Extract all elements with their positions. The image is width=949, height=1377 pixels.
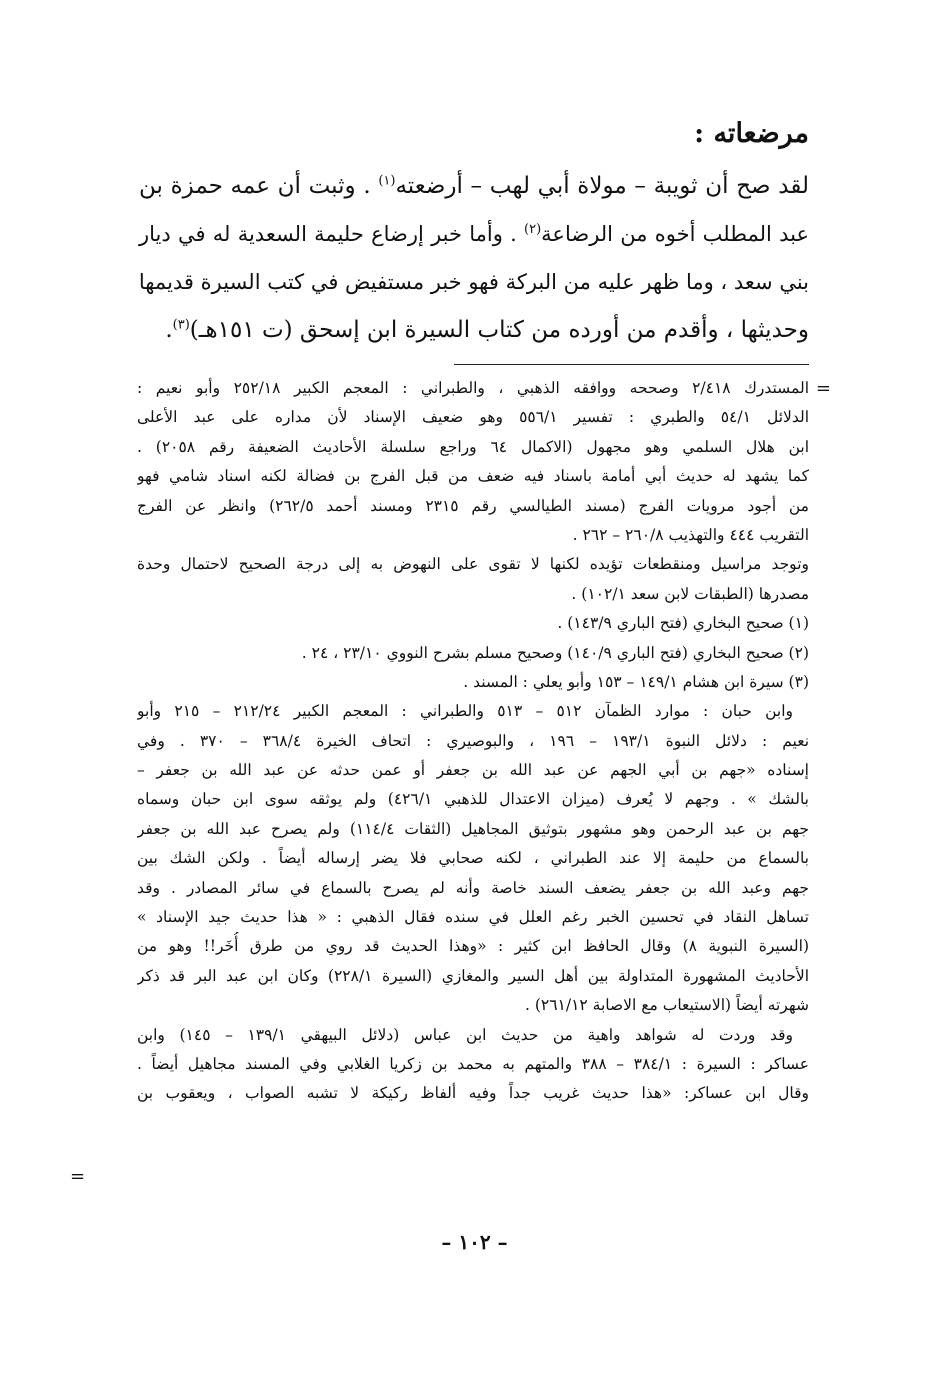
footnotes — [137, 374, 809, 1109]
footnote-ref-1: (١) — [378, 173, 396, 189]
main-line-2: عبد المطلب أخوه من الرضاعة$^{(٢)}$ . وأما خبر إرضاع حليمة السعدية له في ديار — [139, 222, 809, 246]
main-line-3: بني سعد ، وما ظهر عليه من البركة فهو خبر مستفيض في كتب السيرة قديمها — [138, 270, 809, 294]
section-heading: مرضعاته : — [694, 118, 809, 149]
continuation-mark-end: = — [70, 1166, 86, 1187]
footnote-line: إسناده «جهم بن أبي الجهم عن عبد الله بن جعفر أو عمن حدثه عن عبد الله بن جعفر – — [137, 761, 809, 780]
footnote-line: من أجود مرويات الفرج (مسند الطيالسي رقم ٢٣١٥ ومسند أحمد ٢٦٢/٥) وانظر عن الفرج — [137, 496, 809, 515]
footnote-line: وقال ابن عساكر: «هذا حديث غريب جداً وفيه ألفاظ ركيكة لا تشبه الصواب ، ويعقوب بن — [137, 1084, 809, 1103]
footnote-separator — [454, 364, 809, 365]
footnote-line: شهرته أيضاً (الاستيعاب مع الاصابة ٢٦١/١٢) . — [524, 996, 809, 1015]
footnote-ref-3: (٣) — [172, 317, 190, 333]
footnote-line: الأحاديث المشهورة المتداولة بين أهل السير والمغازي (السيرة ٢٢٨/١) وكان ابن عبد البر قد ذكر — [137, 966, 809, 985]
footnote-line: نعيم : دلائل النبوة ١٩٣/١ – ١٩٦ ، والبوصيري : اتحاف الخيرة ٣٦٨/٤ – ٣٧٠ . وفي — [137, 731, 809, 750]
footnote-2: (٢) صحيح البخاري (فتح الباري ١٤٠/٩) وصحيح مسلم بشرح النووي ٢٣/١٠ ، ٢٤ . — [301, 643, 809, 662]
main-text — [139, 162, 809, 354]
continuation-mark: = — [815, 378, 831, 399]
main-line-1: لقد صح أن ثويبة – مولاة أبي لهب – أرضعته$^{(١)}$ . وثبت أن عمه حمزة بن — [139, 173, 809, 199]
footnote-line: التقريب ٤٤٤ والتهذيب ٢٦٠/٨ – ٢٦٢ . — [572, 525, 809, 544]
footnote-line: عساكر : السيرة : ٣٨٤/١ – ٣٨٨ والمتهم به محمد بن زكريا الغلابي وفي المسند مجاهيل أيضاً . — [137, 1054, 809, 1073]
footnote-line: بالسماع من حليمة إلا عند الطبراني ، لكنه صحابي فلا يضر إرساله أيضاً . ولكن الشك بين — [137, 849, 809, 868]
main-line-4: وحديثها ، وأقدم من أورده من كتاب السيرة ابن إسحق (ت ١٥١هـ)$^{(٣)}$. — [165, 317, 809, 343]
footnote-line: كما يشهد له حديث أبي أمامة باسناد فيه ضعف من قبل الفرج بن فضالة لكنه اسناد شامي فهو — [137, 467, 809, 486]
footnote-line: جهم بن عبد الرحمن وهو مشهور بتوثيق المجاهيل (الثقات ١١٤/٤) ولم يصرح عبد الله بن جعفر — [137, 819, 809, 838]
footnote-line: بالشك » . وجهم لا يُعرف (ميزان الاعتدال للذهبي ٤٢٦/١) ولم يوثقه سوى ابن حبان وسماه — [137, 790, 809, 809]
footnote-line: الدلائل ٥٤/١ والطبري : تفسير ٥٥٦/١ وهو ضعيف الإسناد لأن مداره على عبد الأعلى — [137, 408, 809, 427]
footnote-ref-2: (٢) — [524, 222, 542, 237]
footnote-line: (السيرة النبوية ٨) وقال الحافظ ابن كثير : «وهذا الحديث قد روي من طرق أُخَر!! وهو من — [137, 937, 809, 956]
footnote-line: وابن حبان : موارد الظمآن ٥١٢ – ٥١٣ والطبراني : المعجم الكبير ٢١٢/٢٤ – ٢١٥ وأبو — [137, 702, 793, 721]
footnote-3: (٣) سيرة ابن هشام ١٤٩/١ – ١٥٣ وأبو يعلي : المسند . — [463, 672, 809, 691]
footnote-line: وقد وردت له شواهد واهية من حديث ابن عباس (دلائل البيهقي ١٣٩/١ – ١٤٥) وابن — [137, 1025, 793, 1044]
footnote-line: ابن هلال السلمي وهو مجهول (الاكمال ٦٤ وراجع سلسلة الأحاديث الضعيفة رقم ٢٠٥٨) . — [137, 437, 809, 456]
footnote-line: مصدرها (الطبقات لابن سعد ١٠٢/١) . — [571, 584, 809, 603]
footnote-line: وتوجد مراسيل ومنقطعات تؤيده لكنها لا تقوى على النهوض به إلى درجة الصحيح لاحتمال وحدة — [137, 555, 809, 574]
footnote-1: (١) صحيح البخاري (فتح الباري ١٤٣/٩) . — [557, 614, 809, 633]
page-number: – ١٠٢ – — [441, 1230, 508, 1254]
footnote-line: المستدرك ٢/٤١٨ وصححه ووافقه الذهبي ، والطبراني : المعجم الكبير ٢٥٢/١٨ وأبو نعيم : — [137, 379, 809, 397]
footnote-line: جهم وعبد الله بن جعفر يضعف السند خاصة وأنه لم يصرح بالسماع في سائر المصادر . وقد — [137, 878, 809, 897]
footnote-line: تساهل النقاد في تحسين الخبر رغم العلل في سنده فقال الذهبي : « هذا حديث جيد الإسناد » — [137, 908, 809, 927]
